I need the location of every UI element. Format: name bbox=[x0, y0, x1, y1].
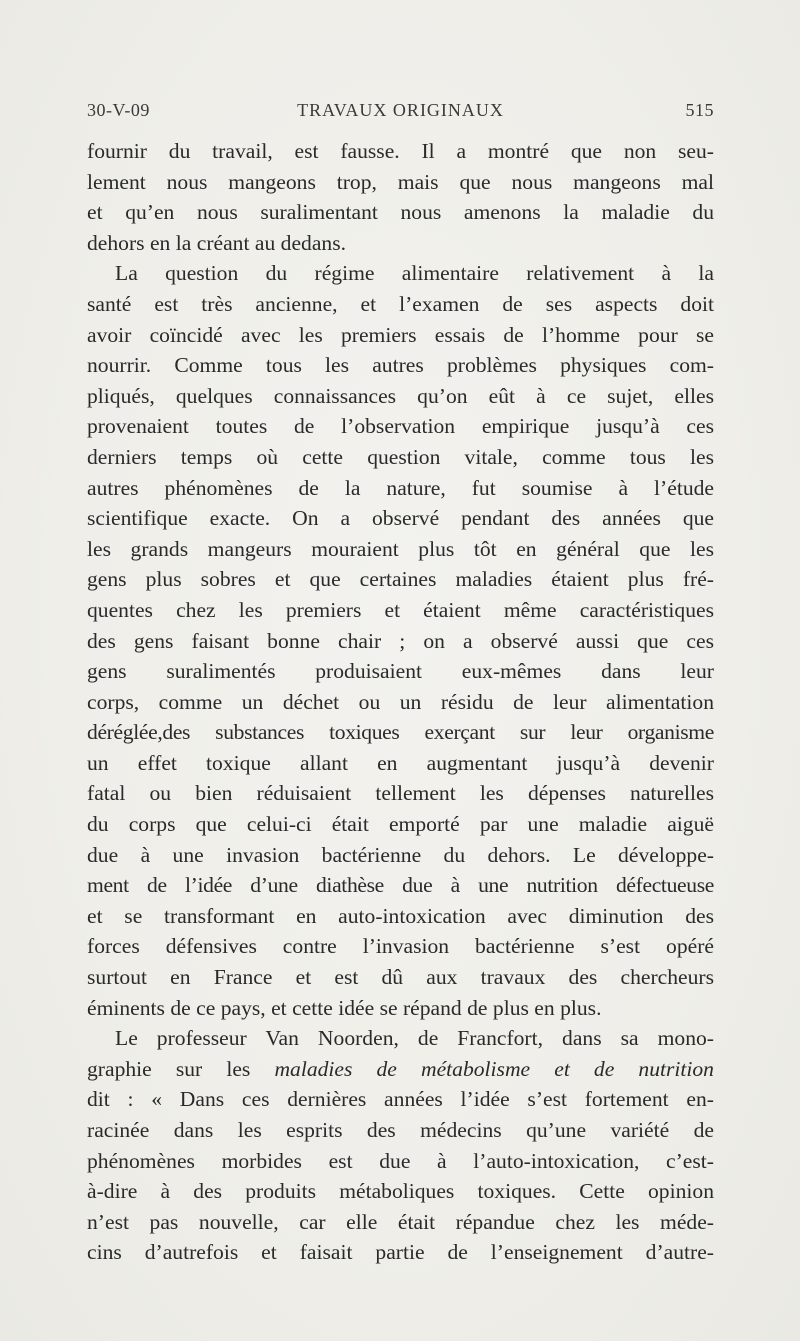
text-line: n’est pas nouvelle, car elle était répandue chez les méde- bbox=[87, 1209, 714, 1234]
text-line: à-dire à des produits métaboliques toxiques. Cette opinion bbox=[87, 1179, 714, 1204]
text-line: dit : « Dans ces dernières années l’idée s’est fortement en- bbox=[87, 1087, 714, 1112]
text-line: fournir du travail, est fausse. Il a montré que non seu- bbox=[87, 139, 714, 163]
text-line: fatal ou bien réduisaient tellement les dépenses naturelles bbox=[87, 781, 714, 806]
text-line: provenaient toutes de l’observation empirique jusqu’à ces bbox=[87, 414, 714, 439]
text-line: gens plus sobres et que certaines maladies étaient plus fré- bbox=[87, 567, 714, 592]
text-line: santé est très ancienne, et l’examen de ses aspects doit bbox=[87, 291, 714, 316]
italic-book-title: maladies de métabolisme et de nutrition bbox=[274, 1056, 714, 1081]
body-text bbox=[87, 136, 714, 1268]
text-line: racinée dans les esprits des médecins qu’une variété de bbox=[87, 1118, 714, 1142]
text-line: phénomènes morbides est due à l’auto-intoxication, c’est- bbox=[87, 1148, 714, 1173]
text-line: pliqués, quelques connaissances qu’on eût à ce sujet, elles bbox=[87, 383, 714, 408]
text-line: nourrir. Comme tous les autres problèmes physiques com- bbox=[87, 353, 714, 378]
text-line: gens suralimentés produisaient eux-mêmes dans leur bbox=[87, 659, 714, 684]
text-line: éminents de ce pays, et cette idée se répand de plus en plus. bbox=[87, 995, 602, 1020]
header-section-title: TRAVAUX ORIGINAUX bbox=[297, 100, 504, 120]
text-line: les grands mangeurs mouraient plus tôt en général que les bbox=[87, 536, 714, 561]
text-line: cins d’autrefois et faisait partie de l’enseignement d’autre- bbox=[87, 1240, 714, 1265]
text-line: La question du régime alimentaire relativement à la bbox=[115, 261, 714, 286]
text-line: lement nous mangeons trop, mais que nous mangeons mal bbox=[87, 169, 714, 194]
text-line: un effet toxique allant en augmentant jusqu’à devenir bbox=[87, 750, 714, 775]
text-line: dehors en la créant au dedans. bbox=[87, 230, 347, 255]
text-line: et qu’en nous suralimentant nous amenons la maladie du bbox=[87, 200, 714, 225]
running-head bbox=[87, 100, 714, 128]
page-number: 515 bbox=[685, 100, 714, 120]
text-line: derniers temps où cette question vitale, comme tous les bbox=[87, 444, 714, 469]
text-run: graphie sur les bbox=[87, 1056, 251, 1081]
text-line: surtout en France et est dû aux travaux des chercheurs bbox=[87, 965, 714, 990]
text-line: autres phénomènes de la nature, fut soumise à l’étude bbox=[87, 475, 714, 500]
text-line: forces défensives contre l’invasion bactérienne s’est opéré bbox=[87, 934, 714, 959]
text-line: déréglée,des substances toxiques exerçant sur leur organisme bbox=[87, 720, 714, 745]
text-line: corps, comme un déchet ou un résidu de leur alimentation bbox=[87, 689, 714, 714]
text-line: avoir coïncidé avec les premiers essais de l’homme pour se bbox=[87, 322, 714, 347]
text-line bbox=[87, 1054, 714, 1085]
text-line: Le professeur Van Noorden, de Francfort, dans sa mono- bbox=[115, 1026, 714, 1051]
header-date: 30-V-09 bbox=[87, 100, 150, 120]
text-line: quentes chez les premiers et étaient même caractéristiques bbox=[87, 597, 714, 622]
text-line: due à une invasion bactérienne du dehors. Le développe- bbox=[87, 842, 714, 867]
text-line: des gens faisant bonne chair ; on a observé aussi que ces bbox=[87, 628, 714, 653]
text-line: scientifique exacte. On a observé pendant des années que bbox=[87, 506, 714, 531]
text-line: du corps que celui-ci était emporté par une maladie aiguë bbox=[87, 812, 714, 837]
text-line: ment de l’idée d’une diathèse due à une nutrition défectueuse bbox=[87, 873, 714, 898]
text-line: et se transformant en auto-intoxication avec diminution des bbox=[87, 903, 714, 928]
